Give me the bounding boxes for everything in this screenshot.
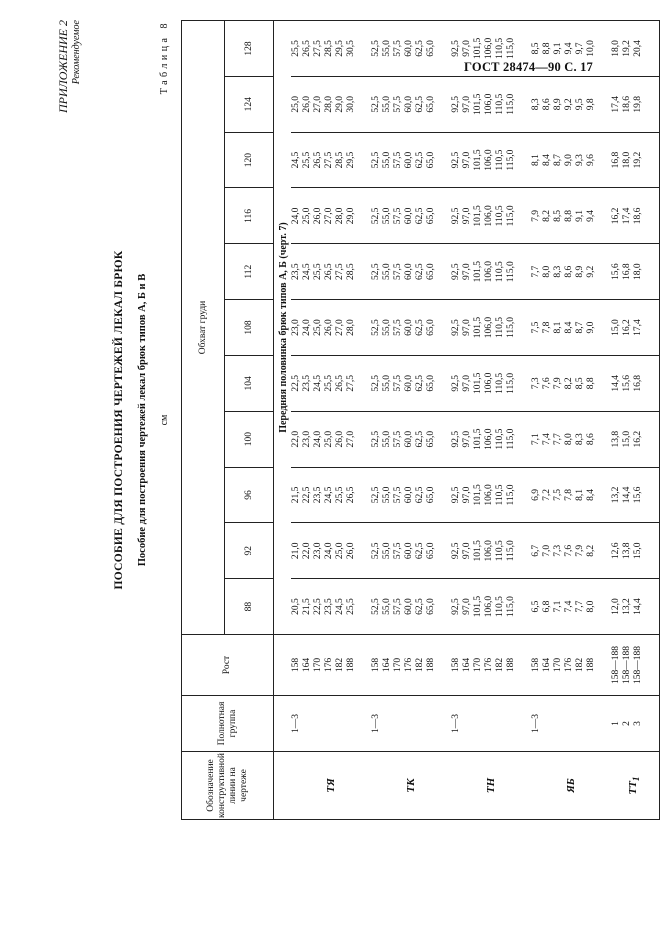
group-cell: 1 2 3 xyxy=(611,696,660,752)
value-cell: 22,0 23,0 24,0 25,0 26,0 27,0 xyxy=(291,411,371,467)
line-designation: ЯБ xyxy=(531,752,611,820)
girth-header-124: 124 xyxy=(225,76,274,132)
group-cell: 1—3 xyxy=(451,696,531,752)
value-cell: 16,8 18,0 19,2 xyxy=(611,132,660,188)
height-cell: 158 164 170 176 182 188 xyxy=(371,635,451,696)
value-cell: 24,5 25,5 26,5 27,5 28,5 29,5 xyxy=(291,132,371,188)
value-cell: 6,5 6,8 7,1 7,4 7,7 8,0 xyxy=(531,579,611,635)
value-cell: 8,5 8,8 9,1 9,4 9,7 10,0 xyxy=(531,21,611,77)
table-row xyxy=(291,21,371,820)
height-cell: 158 164 170 176 182 188 xyxy=(531,635,611,696)
line-designation: ТЯ xyxy=(291,752,371,820)
value-cell: 8,3 8,6 8,9 9,2 9,5 9,8 xyxy=(531,76,611,132)
girth-header-92: 92 xyxy=(225,523,274,579)
value-cell: 92,5 97,0 101,5 106,0 110,5 115,0 xyxy=(451,300,531,356)
value-cell: 52,5 55,0 57,5 60,0 62,5 65,0 xyxy=(371,523,451,579)
value-cell: 52,5 55,0 57,5 60,0 62,5 65,0 xyxy=(371,300,451,356)
value-cell: 7,9 8,2 8,5 8,8 9,1 9,4 xyxy=(531,188,611,244)
group-cell: 1—3 xyxy=(531,696,611,752)
unit-label: см xyxy=(159,414,170,426)
page-subtitle: Пособие для построения чертежей лекал брюк типов А, Б и В xyxy=(137,273,148,567)
value-cell: 52,5 55,0 57,5 60,0 62,5 65,0 xyxy=(371,132,451,188)
value-cell: 52,5 55,0 57,5 60,0 62,5 65,0 xyxy=(371,76,451,132)
section-title: Передняя половинка брюк типов А, Б (черт. 7) xyxy=(274,21,292,635)
value-cell: 25,0 26,0 27,0 28,0 29,0 30,0 xyxy=(291,76,371,132)
value-cell: 15,6 16,8 18,0 xyxy=(611,244,660,300)
height-cell: 158—188 158—188 158—188 xyxy=(611,635,660,696)
value-cell: 22,5 23,5 24,5 25,5 26,5 27,5 xyxy=(291,355,371,411)
value-cell: 6,7 7,0 7,3 7,6 7,9 8,2 xyxy=(531,523,611,579)
girth-header-104: 104 xyxy=(225,355,274,411)
group-cell: 1—3 xyxy=(371,696,451,752)
value-cell: 23,5 24,5 25,5 26,5 27,5 28,5 xyxy=(291,244,371,300)
value-cell: 92,5 97,0 101,5 106,0 110,5 115,0 xyxy=(451,76,531,132)
value-cell: 6,9 7,2 7,5 7,8 8,1 8,4 xyxy=(531,467,611,523)
section-row xyxy=(274,21,292,820)
value-cell: 52,5 55,0 57,5 60,0 62,5 65,0 xyxy=(371,411,451,467)
girth-header-120: 120 xyxy=(225,132,274,188)
value-cell: 92,5 97,0 101,5 106,0 110,5 115,0 xyxy=(451,21,531,77)
table-row xyxy=(451,21,531,820)
value-cell: 52,5 55,0 57,5 60,0 62,5 65,0 xyxy=(371,244,451,300)
appendix-note: Рекомендуемое xyxy=(71,20,82,85)
line-designation-main: ТТ xyxy=(626,781,639,795)
girth-header-100: 100 xyxy=(225,411,274,467)
value-cell: 21,0 22,0 23,0 24,0 25,0 26,0 xyxy=(291,523,371,579)
value-cell: 92,5 97,0 101,5 106,0 110,5 115,0 xyxy=(451,132,531,188)
value-cell: 8,1 8,4 8,7 9,0 9,3 9,6 xyxy=(531,132,611,188)
value-cell: 7,5 7,8 8,1 8,4 8,7 9,0 xyxy=(531,300,611,356)
line-designation xyxy=(611,752,660,820)
value-cell: 7,3 7,6 7,9 8,2 8,5 8,8 xyxy=(531,355,611,411)
designation-column-header: Обозначение конструктивной линии на чертеже xyxy=(182,752,274,820)
value-cell: 12,6 13,8 15,0 xyxy=(611,523,660,579)
girth-header-116: 116 xyxy=(225,188,274,244)
value-cell: 92,5 97,0 101,5 106,0 110,5 115,0 xyxy=(451,523,531,579)
line-designation: ТК xyxy=(371,752,451,820)
value-cell: 7,7 8,0 8,3 8,6 8,9 9,2 xyxy=(531,244,611,300)
measurements-table xyxy=(181,20,660,820)
girth-header-112: 112 xyxy=(225,244,274,300)
value-cell: 21,5 22,5 23,5 24,5 25,5 26,5 xyxy=(291,467,371,523)
page-title: ПОСОБИЕ ДЛЯ ПОСТРОЕНИЯ ЧЕРТЕЖЕЙ ЛЕКАЛ БРЮК xyxy=(113,250,125,590)
height-cell: 158 164 170 176 182 188 xyxy=(291,635,371,696)
appendix-title: ПРИЛОЖЕНИЕ 2 xyxy=(56,20,70,113)
height-column-header: Рост xyxy=(182,635,274,696)
value-cell: 92,5 97,0 101,5 106,0 110,5 115,0 xyxy=(451,355,531,411)
table-number-label: Таблица 8 xyxy=(159,20,170,95)
value-cell: 92,5 97,0 101,5 106,0 110,5 115,0 xyxy=(451,467,531,523)
rotated-page-content xyxy=(56,20,643,820)
group-column-header: Полнотная группа xyxy=(182,696,274,752)
group-cell: 1—3 xyxy=(291,696,371,752)
value-cell: 52,5 55,0 57,5 60,0 62,5 65,0 xyxy=(371,21,451,77)
value-cell: 52,5 55,0 57,5 60,0 62,5 65,0 xyxy=(371,188,451,244)
value-cell: 24,0 25,0 26,0 27,0 28,0 29,0 xyxy=(291,188,371,244)
value-cell: 13,2 14,4 15,6 xyxy=(611,467,660,523)
value-cell: 52,5 55,0 57,5 60,0 62,5 65,0 xyxy=(371,579,451,635)
value-cell: 16,2 17,4 18,6 xyxy=(611,188,660,244)
value-cell: 12,0 13,2 14,4 xyxy=(611,579,660,635)
value-cell: 52,5 55,0 57,5 60,0 62,5 65,0 xyxy=(371,467,451,523)
line-designation: ТН xyxy=(451,752,531,820)
table-row xyxy=(371,21,451,820)
value-cell: 13,8 15,0 16,2 xyxy=(611,411,660,467)
value-cell: 92,5 97,0 101,5 106,0 110,5 115,0 xyxy=(451,244,531,300)
value-cell: 52,5 55,0 57,5 60,0 62,5 65,0 xyxy=(371,355,451,411)
value-cell: 25,5 26,5 27,5 28,5 29,5 30,5 xyxy=(291,21,371,77)
height-cell: 158 164 170 176 182 188 xyxy=(451,635,531,696)
girth-header-128: 128 xyxy=(225,21,274,77)
value-cell: 20,5 21,5 22,5 23,5 24,5 25,5 xyxy=(291,579,371,635)
value-cell: 14,4 15,6 16,8 xyxy=(611,355,660,411)
table-row xyxy=(611,21,660,820)
table-header-row xyxy=(182,21,225,820)
line-designation-subscript: 1 xyxy=(631,776,642,782)
girth-header-108: 108 xyxy=(225,300,274,356)
girth-column-header: Обхват груди xyxy=(182,21,225,635)
table-row xyxy=(531,21,611,820)
value-cell: 15,0 16,2 17,4 xyxy=(611,300,660,356)
value-cell: 92,5 97,0 101,5 106,0 110,5 115,0 xyxy=(451,579,531,635)
value-cell: 18,0 19,2 20,4 xyxy=(611,21,660,77)
girth-header-88: 88 xyxy=(225,579,274,635)
value-cell: 23,0 24,0 25,0 26,0 27,0 28,0 xyxy=(291,300,371,356)
value-cell: 7,1 7,4 7,7 8,0 8,3 8,6 xyxy=(531,411,611,467)
value-cell: 92,5 97,0 101,5 106,0 110,5 115,0 xyxy=(451,188,531,244)
page-header-code: ГОСТ 28474—90 С. 17 xyxy=(464,60,593,74)
girth-header-96: 96 xyxy=(225,467,274,523)
value-cell: 92,5 97,0 101,5 106,0 110,5 115,0 xyxy=(451,411,531,467)
value-cell: 17,4 18,6 19,8 xyxy=(611,76,660,132)
